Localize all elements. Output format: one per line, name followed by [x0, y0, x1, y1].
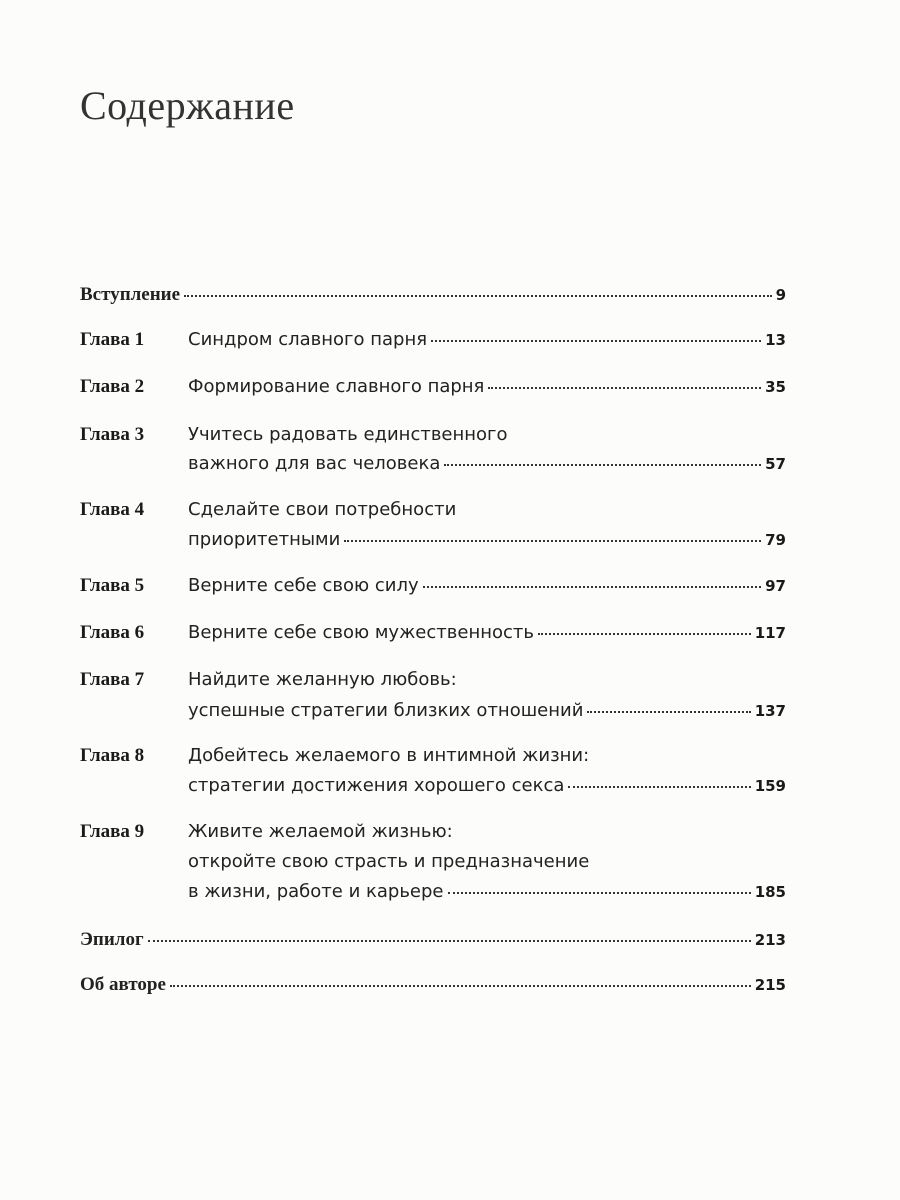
dot-leader — [344, 540, 761, 542]
chapter-label: Глава 8 — [80, 745, 145, 766]
toc-entry-epilogue — [80, 929, 786, 951]
dot-leader — [431, 340, 761, 342]
toc-entry-chapter-7 — [188, 700, 786, 721]
chapter-title-line: Сделайте свои потребности — [188, 499, 457, 520]
page-number: 79 — [765, 531, 786, 549]
page-number: 159 — [754, 777, 786, 795]
toc-entry-chapter-6 — [188, 622, 786, 643]
chapter-title: в жизни, работе и карьере — [188, 881, 444, 902]
page-number: 137 — [754, 702, 786, 720]
chapter-title: приоритетными — [188, 529, 341, 550]
chapter-title: Верните себе свою мужественность — [188, 622, 534, 643]
page-number: 213 — [754, 931, 786, 949]
dot-leader — [423, 586, 762, 588]
page-number: 97 — [765, 577, 786, 595]
toc-entry-chapter-3 — [188, 453, 786, 474]
dot-leader — [538, 633, 751, 635]
toc-entry-chapter-4 — [188, 529, 786, 550]
toc-entry-chapter-2 — [188, 376, 786, 397]
chapter-title-line: откройте свою страсть и предназначение — [188, 851, 590, 872]
page-number: 57 — [765, 455, 786, 473]
page-number: 185 — [754, 883, 786, 901]
chapter-title: важного для вас человека — [188, 453, 441, 474]
dot-leader — [444, 464, 761, 466]
toc-entry-label: Эпилог — [80, 929, 144, 950]
toc-entry-chapter-1 — [188, 329, 786, 350]
chapter-title-line: Учитесь радовать единственного — [188, 424, 508, 445]
dot-leader — [448, 892, 751, 894]
dot-leader — [148, 940, 751, 942]
chapter-label: Глава 1 — [80, 329, 145, 350]
toc-entry-intro — [80, 284, 786, 306]
chapter-title: Формирование славного парня — [188, 376, 485, 397]
dot-leader — [184, 295, 772, 297]
chapter-title: Верните себе свою силу — [188, 575, 419, 596]
chapter-title: стратегии достижения хорошего секса — [188, 775, 565, 796]
toc-entry-about-author — [80, 974, 786, 996]
chapter-title-line: Живите желаемой жизнью: — [188, 821, 453, 842]
toc-entry-chapter-8 — [188, 775, 786, 796]
page-title: Содержание — [80, 83, 295, 128]
page-number: 9 — [775, 286, 786, 304]
chapter-label: Глава 5 — [80, 575, 145, 596]
chapter-title-line: Найдите желанную любовь: — [188, 669, 457, 690]
page-number: 35 — [765, 378, 786, 396]
chapter-title: Синдром славного парня — [188, 329, 428, 350]
chapter-title-line: Добейтесь желаемого в интимной жизни: — [188, 745, 590, 766]
chapter-label: Глава 2 — [80, 376, 145, 397]
chapter-label: Глава 6 — [80, 622, 145, 643]
chapter-label: Глава 9 — [80, 821, 145, 842]
chapter-label: Глава 3 — [80, 424, 145, 445]
dot-leader — [170, 985, 751, 987]
toc-entry-chapter-9 — [188, 881, 786, 902]
chapter-label: Глава 4 — [80, 499, 145, 520]
toc-entry-label: Об авторе — [80, 974, 166, 995]
chapter-label: Глава 7 — [80, 669, 145, 690]
dot-leader — [587, 711, 750, 713]
page-number: 13 — [765, 331, 786, 349]
toc-entry-chapter-5 — [188, 575, 786, 596]
dot-leader — [568, 786, 750, 788]
page-number: 117 — [754, 624, 786, 642]
page-number: 215 — [754, 976, 786, 994]
toc-entry-label: Вступление — [80, 284, 181, 305]
dot-leader — [488, 387, 761, 389]
chapter-title: успешные стратегии близких отношений — [188, 700, 584, 721]
